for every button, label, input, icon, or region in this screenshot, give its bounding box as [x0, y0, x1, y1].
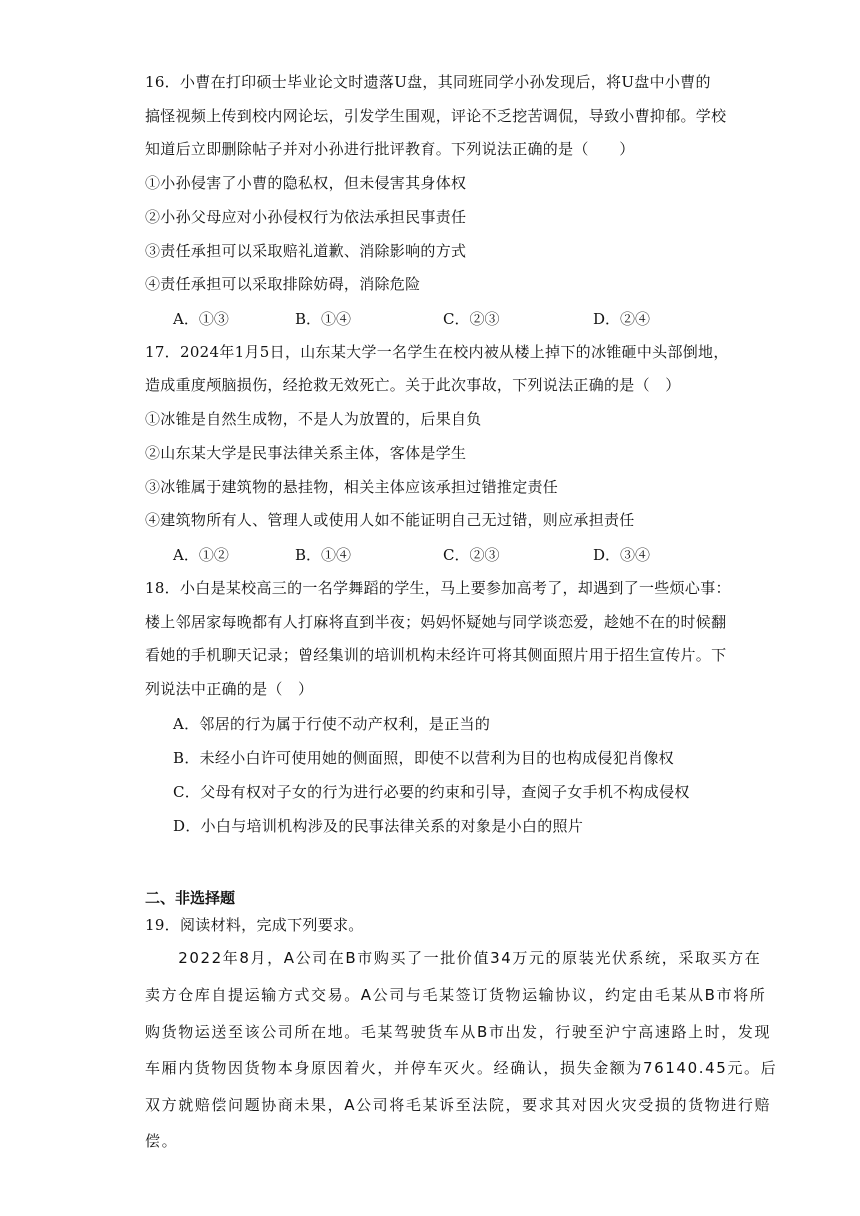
q18-option-d[interactable]: D．小白与培训机构涉及的民事法律关系的对象是小白的照片	[173, 817, 584, 835]
q18-line: 18．小白是某校高三的一名学舞蹈的学生，马上要参加高考了，却遇到了一些烦心事：	[145, 579, 731, 597]
material-line: 偿。	[145, 1132, 179, 1150]
q18-line: 列说法中正确的是（ ）	[145, 680, 314, 698]
q17-option-c[interactable]: C．②③	[443, 546, 500, 564]
q16-line: 16．小曹在打印硕士毕业论文时遗落U盘，其同班同学小孙发现后，将U盘中小曹的	[145, 73, 711, 91]
q19-title: 19．阅读材料，完成下列要求。	[145, 916, 364, 934]
q16-statement: ③责任承担可以采取赔礼道歉、消除影响的方式	[145, 242, 467, 260]
material-line: 车厢内货物因货物本身原因着火，并停车灭火。经确认，损失金额为76140.45元。后	[145, 1059, 778, 1077]
q17-statement: ①冰锥是自然生成物，不是人为放置的，后果自负	[145, 410, 482, 428]
q18-option-b[interactable]: B．未经小白许可使用她的侧面照，即使不以营利为目的也构成侵犯肖像权	[173, 749, 674, 767]
material-line: 双方就赔偿问题协商未果，A公司将毛某诉至法院，要求其对因火灾受损的货物进行赔	[145, 1096, 772, 1114]
material-line: 2022年8月，A公司在B市购买了一批价值34万元的原装光伏系统，采取买方在	[145, 949, 762, 967]
q18-line: 楼上邻居家每晚都有人打麻将直到半夜；妈妈怀疑她与同学谈恋爱，趁她不在的时候翻	[145, 613, 727, 631]
q17-statement: ②山东某大学是民事法律关系主体，客体是学生	[145, 444, 467, 462]
section-heading: 二、非选择题	[145, 889, 236, 907]
q16-statement: ④责任承担可以采取排除妨碍，消除危险	[145, 275, 421, 293]
q17-option-b[interactable]: B．①④	[295, 546, 352, 564]
q16-statement: ②小孙父母应对小孙侵权行为依法承担民事责任	[145, 208, 467, 226]
q16-option-c[interactable]: C．②③	[443, 310, 500, 328]
q17-line: 造成重度颅脑损伤，经抢救无效死亡。关于此次事故，下列说法正确的是（ ）	[145, 376, 681, 394]
q17-option-a[interactable]: A．①②	[173, 546, 229, 564]
material-line: 卖方仓库自提运输方式交易。A公司与毛某签订货物运输协议，约定由毛某从B市将所	[145, 986, 767, 1004]
q17-statement: ③冰锥属于建筑物的悬挂物，相关主体应该承担过错推定责任	[145, 478, 559, 496]
q16-option-a[interactable]: A．①③	[173, 310, 229, 328]
q16-line: 搞怪视频上传到校内网论坛，引发学生围观，评论不乏挖苦调侃，导致小曹抑郁。学校	[145, 107, 727, 125]
q17-statement: ④建筑物所有人、管理人或使用人如不能证明自己无过错，则应承担责任	[145, 511, 635, 529]
q16-statement: ①小孙侵害了小曹的隐私权，但未侵害其身体权	[145, 174, 467, 192]
q18-option-a[interactable]: A．邻居的行为属于行使不动产权利，是正当的	[173, 715, 491, 733]
q17-option-d[interactable]: D．③④	[593, 546, 651, 564]
q16-line: 知道后立即删除帖子并对小孙进行批评教育。下列说法正确的是（ ）	[145, 140, 635, 158]
q17-line: 17．2024年1月5日，山东某大学一名学生在校内被从楼上掉下的冰锥砸中头部倒地，	[145, 343, 729, 361]
q18-option-c[interactable]: C．父母有权对子女的行为进行必要的约束和引导，查阅子女手机不构成侵权	[173, 783, 690, 801]
q16-option-b[interactable]: B．①④	[295, 310, 352, 328]
material-line: 购货物运送至该公司所在地。毛某驾驶货车从B市出发，行驶至沪宁高速路上时，发现	[145, 1023, 772, 1041]
q16-option-d[interactable]: D．②④	[593, 310, 651, 328]
q18-line: 看她的手机聊天记录；曾经集训的培训机构未经许可将其侧面照片用于招生宣传片。下	[145, 646, 727, 664]
